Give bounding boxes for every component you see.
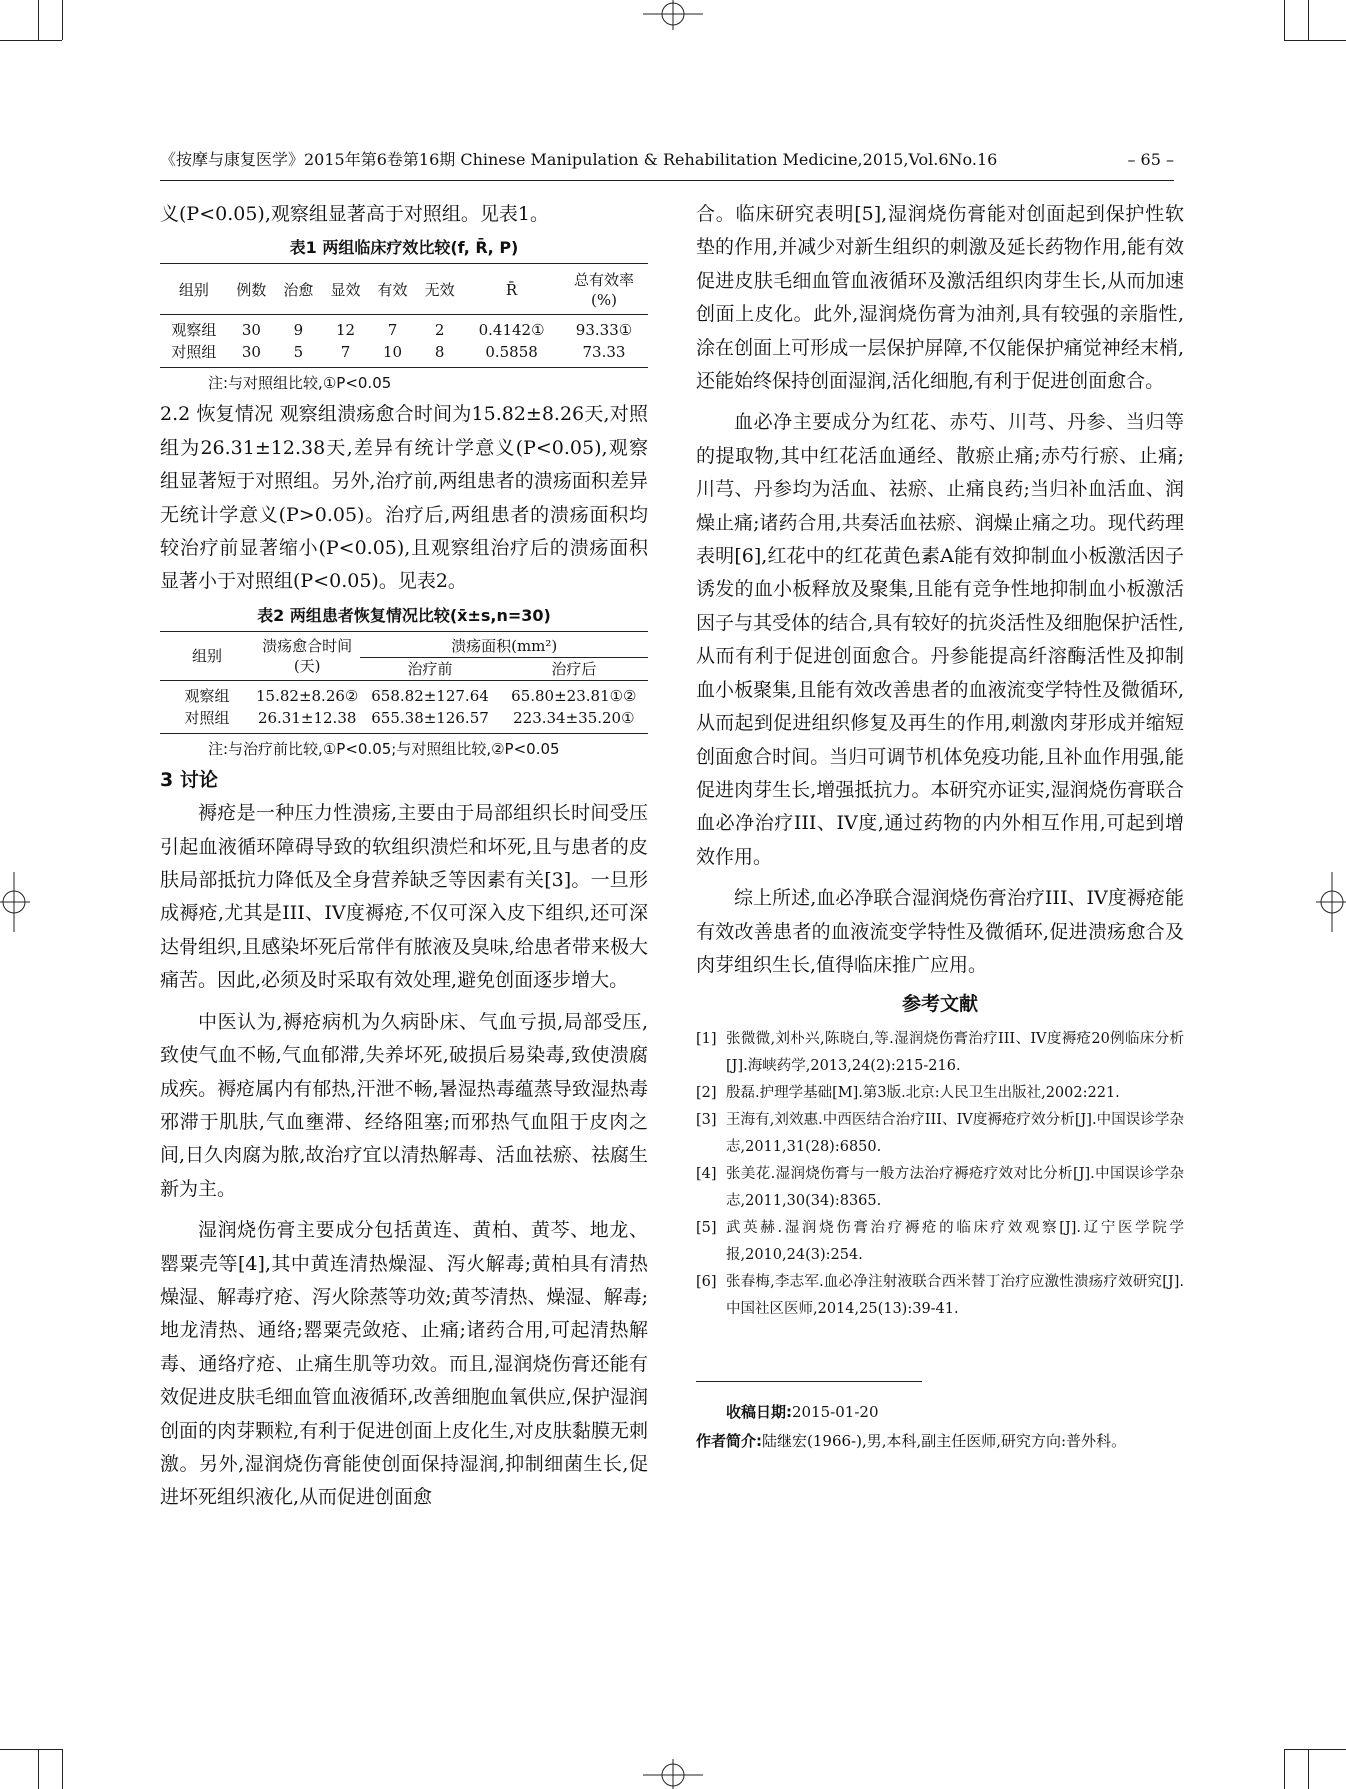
- received-date: 2015-01-20: [792, 1402, 879, 1421]
- table-cell: 655.38±126.57: [371, 708, 489, 727]
- reference-text: 殷磊.护理学基础[M].第3版.北京:人民卫生出版社,2002:221.: [726, 1084, 1120, 1101]
- reference-number: [2]: [696, 1084, 717, 1101]
- table-cell: 观察组: [184, 686, 230, 705]
- paragraph: 综上所述,血必净联合湿润烧伤膏治疗III、IV度褥疮能有效改善患者的血液流变学特性及微循环,促进溃疡愈合及肉芽组织生长,值得临床推广应用。: [696, 887, 1184, 976]
- table-row: [160, 315, 648, 342]
- table1-caption: 表1 两组临床疗效比较(f, R̄, P): [289, 238, 519, 258]
- registration-mark-icon: [0, 872, 30, 932]
- table-row: [160, 680, 648, 707]
- reference-item: [696, 1080, 1184, 1107]
- crop-mark: [38, 0, 39, 40]
- table-header-row: [160, 631, 648, 657]
- paragraph: 2.2 恢复情况 观察组溃疡愈合时间为15.82±8.26天,对照组为26.31±12.38天,差异有统计学意义(P<0.05),观察组显著短于对照组。另外,治疗前,两组患者的溃疡面积差异无统计学意义(P>0.05)。治疗后,两组患者的溃疡面积均较治疗前显著缩小(P<0.05),且观察组治疗后的溃疡面积显著小于对照组(P<0.05)。见表2。: [160, 403, 648, 593]
- table-cell: 10: [383, 343, 403, 362]
- table-header-cell: 组别: [160, 631, 254, 680]
- table-cell: 7: [340, 343, 351, 362]
- table2-note: 注:与治疗前比较,①P<0.05;与对照组比较,②P<0.05: [208, 739, 560, 758]
- paragraph: 合。临床研究表明[5],湿润烧伤膏能对创面起到保护性软垫的作用,并减少对新生组织的刺激及延长药物作用,能有效促进皮肤毛细血管血液循环及激活组织肉芽生长,从而加速创面上皮化。此外,湿润烧伤膏为油剂,具有较强的亲脂性,涂在创面上可形成一层保护屏障,不仅能保护痛觉神经末梢,还能始终保持创面湿润,活化细胞,有利于促进创面愈合。: [696, 203, 1184, 393]
- reference-number: [3]: [696, 1111, 717, 1128]
- table-cell: 对照组: [184, 708, 230, 727]
- paragraph: 湿润烧伤膏主要成分包括黄连、黄柏、黄芩、地龙、罂粟壳等[4],其中黄连清热燥湿、泻火解毒;黄柏具有清热燥湿、解毒疗疮、泻火除蒸等功效;黄芩清热、燥湿、解毒;地龙清热、通络;罂粟壳敛疮、止痛;诸药合用,可起清热解毒、通络疗疮、止痛生肌等功效。而且,湿润烧伤膏还能有效促进皮肤毛细血管血液循环,改善细胞血氧供应,保护湿润创面的肉芽颗粒,有利于促进创面上皮化生,对皮肤黏膜无刺激。另外,湿润烧伤膏能使创面保持湿润,抑制细菌生长,促进坏死组织液化,从而促进创面愈: [160, 1219, 648, 1509]
- table-header-cell: 溃疡面积(mm²): [360, 631, 648, 657]
- table-header-cell: 治疗后: [500, 657, 648, 680]
- references-list: [696, 1026, 1184, 1323]
- table-header-cell: 治愈: [275, 264, 322, 315]
- table-cell: 2: [434, 321, 445, 340]
- table-cell: 223.34±35.20①: [513, 708, 635, 727]
- table-cell: 5: [293, 343, 304, 362]
- table-cell: 93.33①: [575, 321, 633, 340]
- footnote-label: 作者简介:: [696, 1431, 762, 1450]
- table-cell: 8: [434, 343, 445, 362]
- table-cell: 0.5858: [485, 343, 538, 362]
- reference-text: 王海有,刘效惠.中西医结合治疗III、IV度褥疮疗效分析[J].中国误诊学杂志,2011,31(28):6850.: [726, 1111, 1184, 1155]
- table-header-cell: 组别: [160, 264, 228, 315]
- footnote-divider: [696, 1381, 922, 1382]
- paragraph: 褥疮是一种压力性溃疡,主要由于局部组织长时间受压引起血液循环障碍导致的软组织溃烂和坏死,且与患者的皮肤局部抵抗力降低及全身营养缺乏等因素有关[3]。一旦形成褥疮,尤其是III、IV度褥疮,不仅可深入皮下组织,还可深达骨组织,且感染坏死后常伴有脓液及臭味,给患者带来极大痛苦。因此,必须及时采取有效处理,避免创面逐步增大。: [160, 802, 648, 992]
- paragraph: 血必净主要成分为红花、赤芍、川芎、丹参、当归等的提取物,其中红花活血通经、散瘀止痛;赤芍行瘀、止痛;川芎、丹参均为活血、祛瘀、止痛良药;当归补血活血、润燥止痛;诸药合用,共奏活血祛瘀、润燥止痛之功。现代药理表明[6],红花中的红花黄色素A能有效抑制血小板激活因子诱发的血小板释放及聚集,且能有竞争性地抑制血小板激活因子与其受体的结合,具有较好的抗炎活性及细胞保护活性,从而有利于促进创面愈合。丹参能提高纤溶酶活性及抑制血小板聚集,且能有效改善患者的血液流变学特性及微循环,从而起到促进组织修复及再生的作用,刺激肉芽形成并缩短创面愈合时间。当归可调节机体免疫功能,且补血作用强,能促进肉芽生长,增强抵抗力。本研究亦证实,湿润烧伤膏联合血必净治疗III、IV度,通过药物的内外相互作用,可起到增效作用。: [696, 411, 1184, 868]
- section-heading: 3 讨论: [160, 768, 218, 791]
- table-header-cell: 溃疡愈合时间(天): [254, 631, 360, 680]
- table-cell: 30: [241, 343, 261, 362]
- table1-note: 注:与对照组比较,①P<0.05: [208, 374, 392, 393]
- references-heading: 参考文献: [901, 993, 978, 1016]
- crop-mark: [0, 40, 62, 41]
- reference-number: [4]: [696, 1165, 717, 1182]
- reference-text: 张微微,刘朴兴,陈晓白,等.湿润烧伤膏治疗III、IV度褥疮20例临床分析[J].海峡药学,2013,24(2):215-216.: [726, 1030, 1184, 1074]
- reference-item: [696, 1107, 1184, 1161]
- crop-mark: [1308, 1749, 1309, 1789]
- crop-mark: [1284, 1749, 1285, 1789]
- table-header-cell: 有效: [369, 264, 416, 315]
- author-bio: 陆继宏(1966-),男,本科,副主任医师,研究方向:普外科。: [762, 1431, 1127, 1450]
- reference-number: [5]: [696, 1219, 717, 1236]
- table-header-cell: 无效: [416, 264, 463, 315]
- footnote: [696, 1398, 1184, 1456]
- paragraph: 中医认为,褥疮病机为久病卧床、气血亏损,局部受压,致使气血不畅,气血郁滞,失养坏死,破损后易染毒,致使溃腐成疾。褥疮属内有郁热,汗泄不畅,暑湿热毒蕴蒸导致湿热毒邪滞于肌肤,气血壅滞、经络阻塞;而邪热气血阻于皮肉之间,日久肉腐为脓,故治疗宜以清热解毒、活血祛瘀、祛腐生新为主。: [160, 1010, 648, 1200]
- table-cell: 26.31±12.38: [257, 708, 357, 727]
- table-header-cell: 治疗前: [360, 657, 499, 680]
- journal-title: 《按摩与康复医学》2015年第6卷第16期 Chinese Manipulation & Rehabilitation Medicine,2015,Vol.6No.16: [160, 150, 998, 169]
- table-cell: 0.4142①: [478, 321, 545, 340]
- crop-mark: [0, 1749, 62, 1750]
- left-column: [160, 198, 648, 1515]
- registration-mark-icon: [643, 1759, 703, 1789]
- right-column: [696, 198, 1184, 1456]
- table-cell: 9: [293, 321, 304, 340]
- reference-number: [1]: [696, 1030, 717, 1047]
- table-cell: 观察组: [171, 321, 217, 340]
- crop-mark: [1284, 1749, 1346, 1750]
- crop-mark: [62, 1749, 63, 1789]
- footnote-label: 收稿日期:: [726, 1402, 792, 1421]
- table-cell: 7: [387, 321, 398, 340]
- table-cell: 65.80±23.81①②: [511, 686, 637, 705]
- crop-mark: [38, 1749, 39, 1789]
- reference-item: [696, 1026, 1184, 1080]
- paragraph: 义(P<0.05),观察组显著高于对照组。见表1。: [160, 203, 549, 225]
- table2: [160, 631, 648, 734]
- table-header-cell: R̄: [463, 264, 560, 315]
- reference-text: 武英赫.湿润烧伤膏治疗褥疮的临床疗效观察[J].辽宁医学院学报,2010,24(3):254.: [726, 1219, 1184, 1263]
- table-header-cell: 例数: [228, 264, 275, 315]
- table-cell: 对照组: [171, 343, 217, 362]
- crop-mark: [62, 0, 63, 40]
- reference-item: [696, 1269, 1184, 1323]
- table-header-cell: 显效: [322, 264, 369, 315]
- table-cell: 73.33: [582, 343, 626, 362]
- table-cell: 15.82±8.26②: [256, 686, 359, 705]
- page-number: – 65 –: [1127, 150, 1174, 169]
- reference-item: [696, 1161, 1184, 1215]
- crop-mark: [1284, 0, 1285, 40]
- table-cell: 658.82±127.64: [371, 686, 489, 705]
- reference-text: 张春梅,李志军.血必净注射液联合西米替丁治疗应激性溃疡疗效研究[J].中国社区医师,2014,25(13):39-41.: [726, 1273, 1184, 1317]
- table2-caption: 表2 两组患者恢复情况比较(x̄±s,n=30): [257, 605, 551, 625]
- table-cell: 12: [335, 321, 356, 340]
- registration-mark-icon: [643, 0, 703, 30]
- table-row: [160, 707, 648, 734]
- table1: [160, 263, 648, 368]
- crop-mark: [1308, 0, 1309, 40]
- reference-item: [696, 1215, 1184, 1269]
- table-cell: 30: [241, 321, 261, 340]
- crop-mark: [1284, 40, 1346, 41]
- reference-number: [6]: [696, 1273, 717, 1290]
- registration-mark-icon: [1316, 872, 1346, 932]
- reference-text: 张美花.湿润烧伤膏与一般方法治疗褥疮疗效对比分析[J].中国误诊学杂志,2011,30(34):8365.: [726, 1165, 1184, 1209]
- running-header: [160, 148, 1174, 181]
- table-header-row: [160, 264, 648, 315]
- table-row: [160, 341, 648, 368]
- table-header-cell: 总有效率(%): [560, 264, 648, 315]
